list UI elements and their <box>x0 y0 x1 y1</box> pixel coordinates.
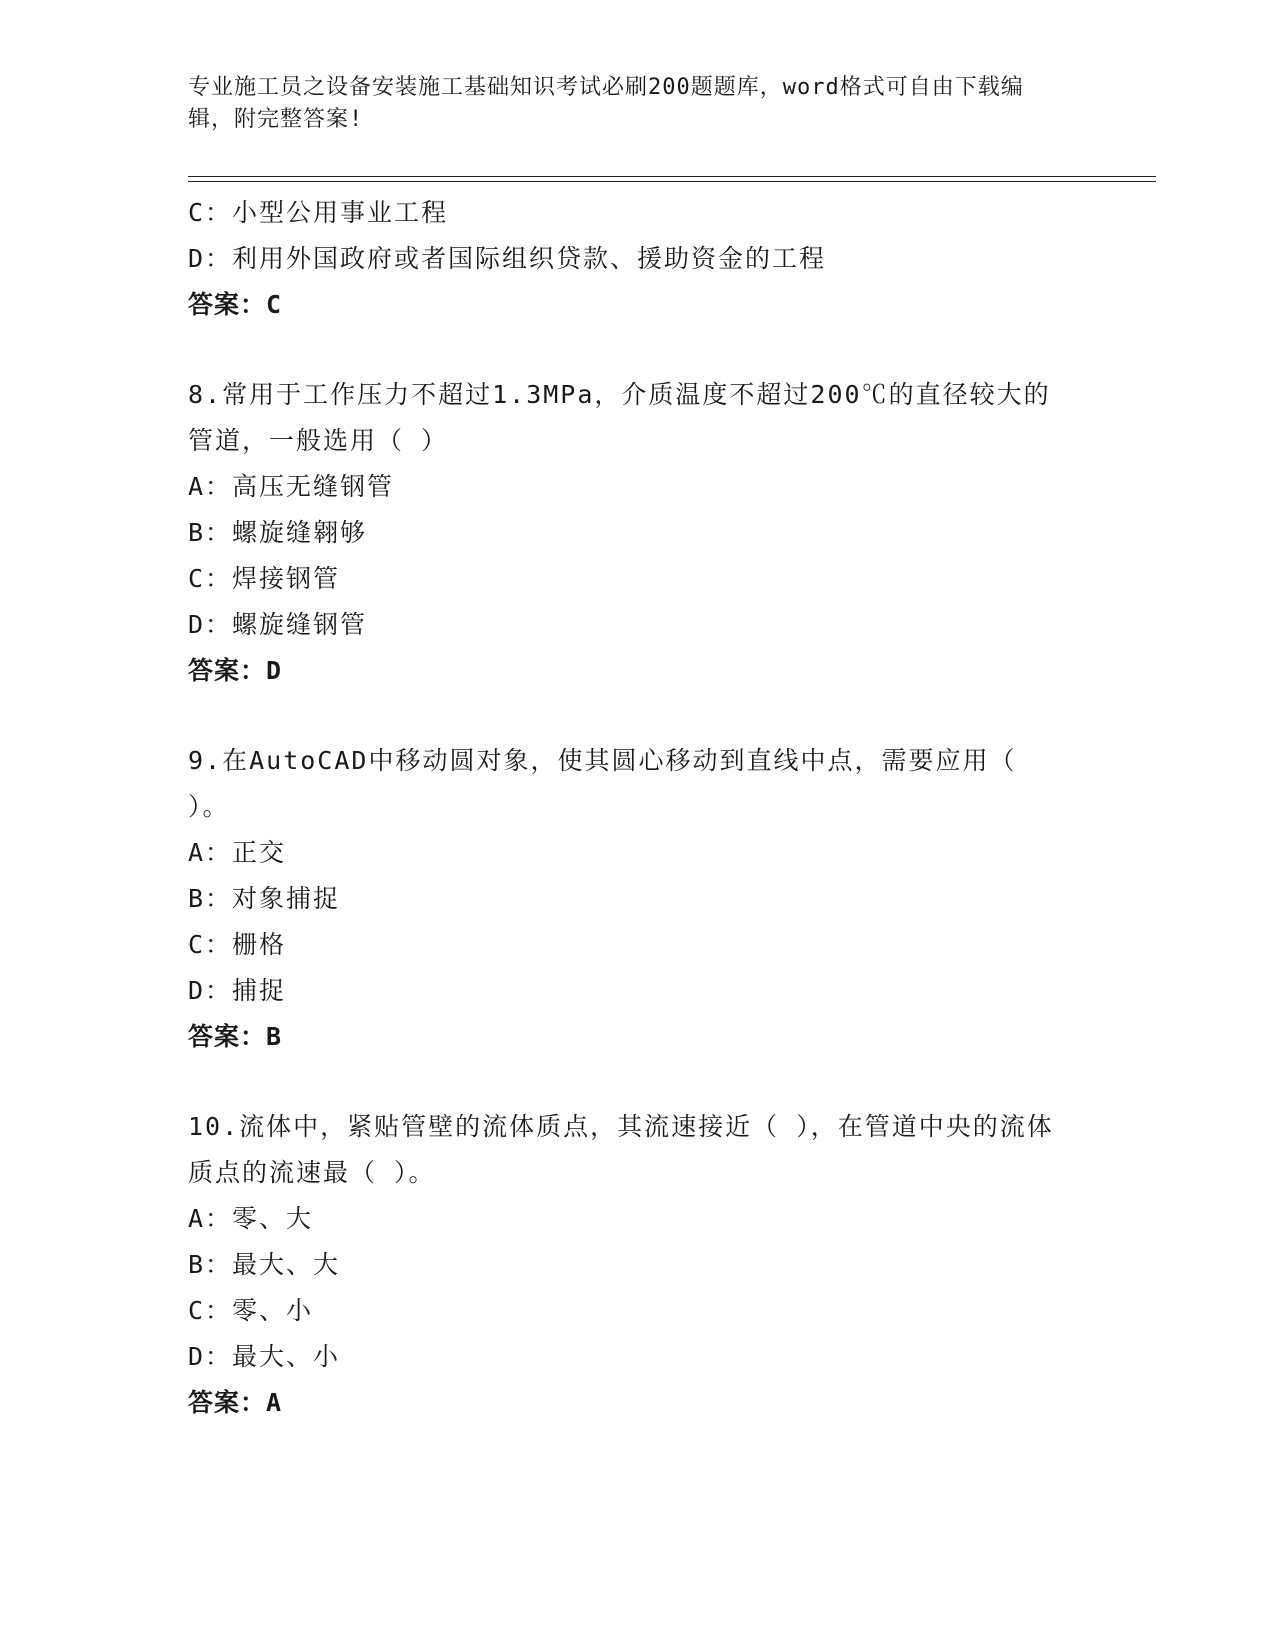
option-c: C：焊接钢管 <box>188 564 341 593</box>
document-header: 专业施工员之设备安装施工基础知识考试必刷200题题库，word格式可自由下载编辑，附完整答案! <box>188 75 1024 132</box>
spacer <box>188 1060 1068 1104</box>
answer-label: 答案：A <box>188 1388 283 1417</box>
option-d: D：螺旋缝钢管 <box>188 610 368 639</box>
spacer <box>188 328 1068 372</box>
question-block-prev <box>188 190 1068 328</box>
answer-label: 答案：C <box>188 290 283 319</box>
option-d: D：利用外国政府或者国际组织贷款、援助资金的工程 <box>188 244 827 273</box>
option-b: B：螺旋缝翱够 <box>188 518 368 547</box>
header-divider-bottom <box>188 181 1156 182</box>
option-d: D：捕捉 <box>188 976 287 1005</box>
question-block-9 <box>188 738 1068 1060</box>
option-d: D：最大、小 <box>188 1342 341 1371</box>
option-c: C：小型公用事业工程 <box>188 198 449 227</box>
option-a: A：高压无缝钢管 <box>188 472 395 501</box>
option-a: A：零、大 <box>188 1204 314 1233</box>
question-stem: 9.在AutoCAD中移动圆对象，使其圆心移动到直线中点，需要应用（ ）。 <box>188 746 1017 821</box>
question-list <box>188 190 1068 1426</box>
question-stem: 10.流体中，紧贴管壁的流体质点，其流速接近（ ），在管道中央的流体质点的流速最（ ）。 <box>188 1112 1054 1187</box>
option-b: B：最大、大 <box>188 1250 341 1279</box>
option-a: A：正交 <box>188 838 287 867</box>
question-stem: 8.常用于工作压力不超过1.3MPa，介质温度不超过200℃的直径较大的管道，一般选用（ ） <box>188 380 1051 455</box>
answer-label: 答案：D <box>188 656 283 685</box>
spacer <box>188 694 1068 738</box>
option-c: C：零、小 <box>188 1296 314 1325</box>
option-c: C：栅格 <box>188 930 287 959</box>
question-block-10 <box>188 1104 1068 1426</box>
option-b: B：对象捕捉 <box>188 884 341 913</box>
header-divider-top <box>188 176 1156 177</box>
question-block-8 <box>188 372 1068 694</box>
answer-label: 答案：B <box>188 1022 283 1051</box>
